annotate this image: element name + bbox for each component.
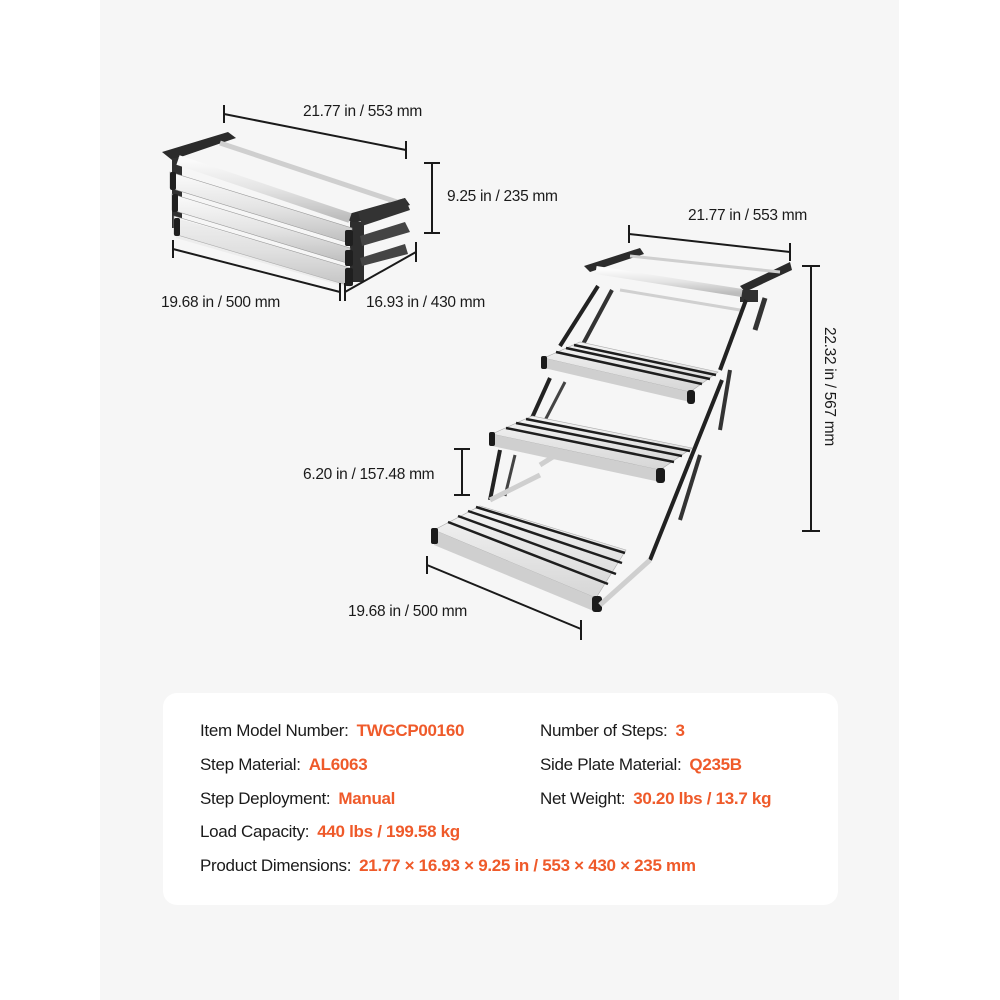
spec-value: TWGCP00160 xyxy=(356,721,465,740)
folded-width-label: 21.77 in / 553 mm xyxy=(303,103,422,120)
spec-deployment xyxy=(200,789,395,809)
spec-value: 21.77 × 16.93 × 9.25 in / 553 × 430 × 235 mm xyxy=(359,856,696,875)
step-rise-label: 6.20 in / 157.48 mm xyxy=(303,466,435,483)
folded-step-image xyxy=(162,132,410,288)
spec-model xyxy=(200,721,464,741)
deployed-width-label: 21.77 in / 553 mm xyxy=(688,207,807,224)
spec-load-capacity xyxy=(200,822,460,842)
spec-steps xyxy=(540,721,685,741)
folded-height-label: 9.25 in / 235 mm xyxy=(447,188,558,205)
spec-value: Q235B xyxy=(689,755,742,774)
spec-label: Load Capacity: xyxy=(200,822,310,841)
spec-label: Product Dimensions: xyxy=(200,856,352,875)
spec-label: Net Weight: xyxy=(540,789,626,808)
deployed-depth-label: 19.68 in / 500 mm xyxy=(348,603,467,620)
spec-step-material xyxy=(200,755,367,775)
folded-length-label: 16.93 in / 430 mm xyxy=(366,294,485,311)
spec-value: AL6063 xyxy=(308,755,368,774)
spec-net-weight xyxy=(540,789,771,809)
spec-label: Number of Steps: xyxy=(540,721,668,740)
spec-label: Step Material: xyxy=(200,755,301,774)
deployed-step-image xyxy=(431,248,792,612)
spec-label: Side Plate Material: xyxy=(540,755,682,774)
spec-dimensions xyxy=(200,856,696,876)
spec-value: 30.20 lbs / 13.7 kg xyxy=(633,789,772,808)
spec-value: 3 xyxy=(675,721,685,740)
spec-label: Step Deployment: xyxy=(200,789,331,808)
spec-value: 440 lbs / 199.58 kg xyxy=(317,822,460,841)
deployed-dimension-lines xyxy=(427,225,820,640)
spec-label: Item Model Number: xyxy=(200,721,349,740)
spec-side-plate xyxy=(540,755,742,775)
deployed-height-label: 22.32 in / 567 mm xyxy=(821,327,838,446)
spec-card xyxy=(163,693,838,905)
folded-depth-label: 19.68 in / 500 mm xyxy=(161,294,280,311)
spec-value: Manual xyxy=(338,789,396,808)
